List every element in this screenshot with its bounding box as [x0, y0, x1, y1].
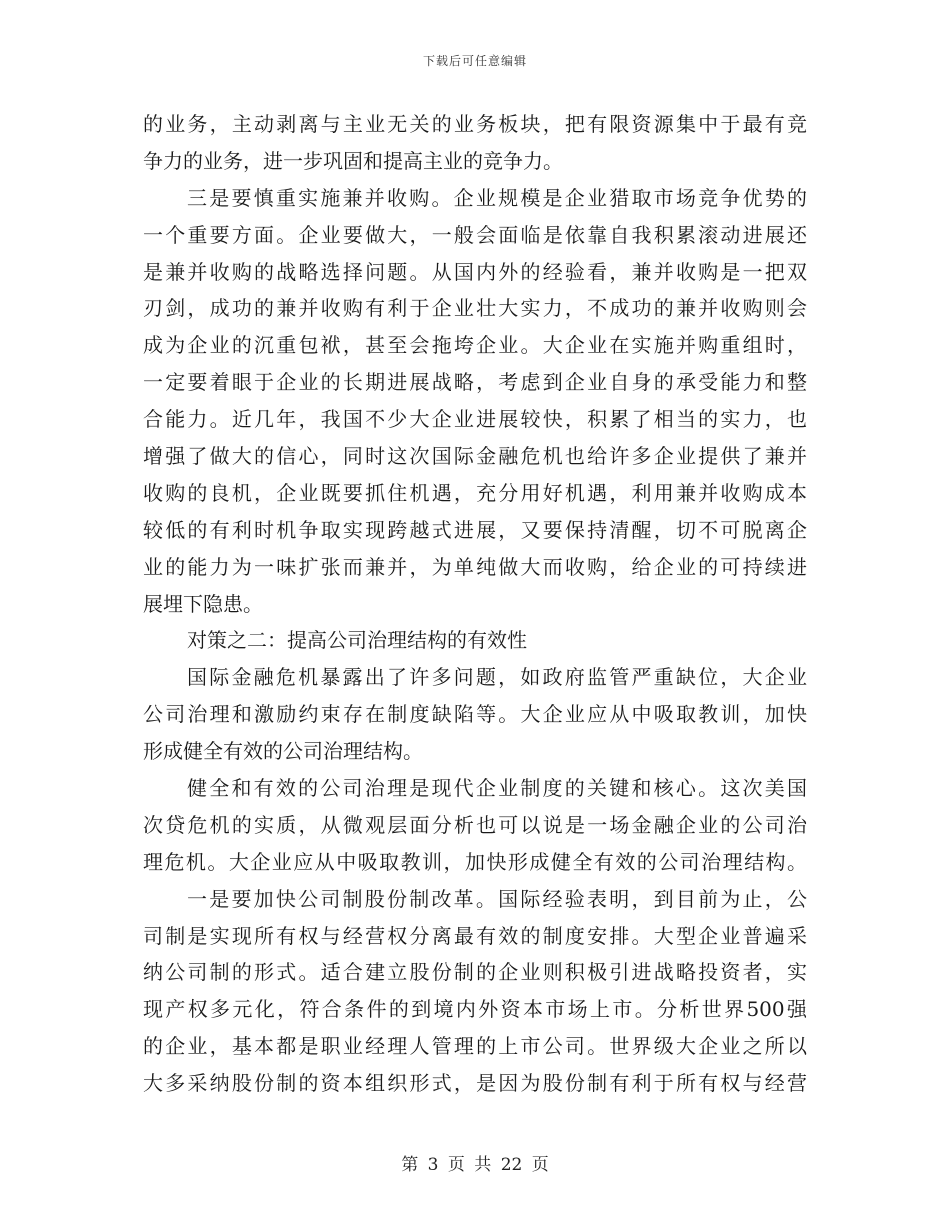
text-line: 纳公司制的形式。适合建立股份制的企业则积极引进战略投资者，实 [143, 960, 807, 985]
text-line: 成为企业的沉重包袱，甚至会拖垮企业。大企业在实施并购重组时， [143, 333, 807, 358]
text-line: 一是要加快公司制股份制改革。国际经验表明，到目前为止，公 [187, 886, 807, 911]
text-line: 展埋下隐患。 [143, 591, 263, 616]
text-line: 较低的有利时机争取实现跨越式进展，又要保持清醒，切不可脱离企 [143, 517, 807, 542]
text-line: 对策之二：提高公司治理结构的有效性 [187, 628, 527, 653]
text-line: 大多采纳股份制的资本组织形式，是因为股份制有利于所有权与经营 [143, 1071, 807, 1096]
page-header: 下载后可任意编辑 [422, 54, 527, 68]
text-line: 三是要慎重实施兼并收购。企业规模是企业猎取市场竞争优势的 [187, 185, 807, 210]
text-line: 增强了做大的信心，同时这次国际金融危机也给许多企业提供了兼并 [143, 444, 807, 469]
text-line: 健全和有效的公司治理是现代企业制度的关键和核心。这次美国 [187, 776, 807, 801]
text-line: 一定要着眼于企业的长期进展战略，考虑到企业自身的承受能力和整 [143, 370, 807, 395]
text-line: 现产权多元化，符合条件的到境内外资本市场上市。分析世界500强 [143, 997, 807, 1022]
text-line: 争力的业务，进一步巩固和提高主业的竞争力。 [143, 148, 563, 173]
text-line: 公司治理和激励约束存在制度缺陷等。大企业应从中吸取教训，加快 [143, 702, 807, 727]
document-body [143, 106, 807, 1102]
text-line: 国际金融危机暴露出了许多问题，如政府监管严重缺位，大企业 [187, 665, 807, 690]
text-line: 的企业，基本都是职业经理人管理的上市公司。世界级大企业之所以 [143, 1034, 807, 1059]
text-line: 司制是实现所有权与经营权分离最有效的制度安排。大型企业普遍采 [143, 923, 807, 948]
text-line: 的业务，主动剥离与主业无关的业务板块，把有限资源集中于最有竞 [143, 112, 807, 136]
text-line: 次贷危机的实质，从微观层面分析也可以说是一场金融企业的公司治 [143, 812, 807, 837]
text-line: 收购的良机，企业既要抓住机遇，充分用好机遇，利用兼并收购成本 [143, 480, 807, 505]
text-line: 是兼并收购的战略选择问题。从国内外的经验看，兼并收购是一把双 [143, 259, 807, 284]
text-line: 合能力。近几年，我国不少大企业进展较快，积累了相当的实力，也 [143, 407, 807, 432]
text-line: 形成健全有效的公司治理结构。 [143, 739, 423, 764]
text-line: 刃剑，成功的兼并收购有利于企业壮大实力，不成功的兼并收购则会 [143, 296, 807, 321]
page-footer: 第 3 页 共 22 页 [401, 1155, 549, 1175]
text-line: 一个重要方面。企业要做大，一般会面临是依靠自我积累滚动进展还 [143, 222, 807, 247]
text-line: 业的能力为一味扩张而兼并，为单纯做大而收购，给企业的可持续进 [143, 554, 807, 579]
text-line: 理危机。大企业应从中吸取教训，加快形成健全有效的公司治理结构。 [143, 849, 807, 874]
